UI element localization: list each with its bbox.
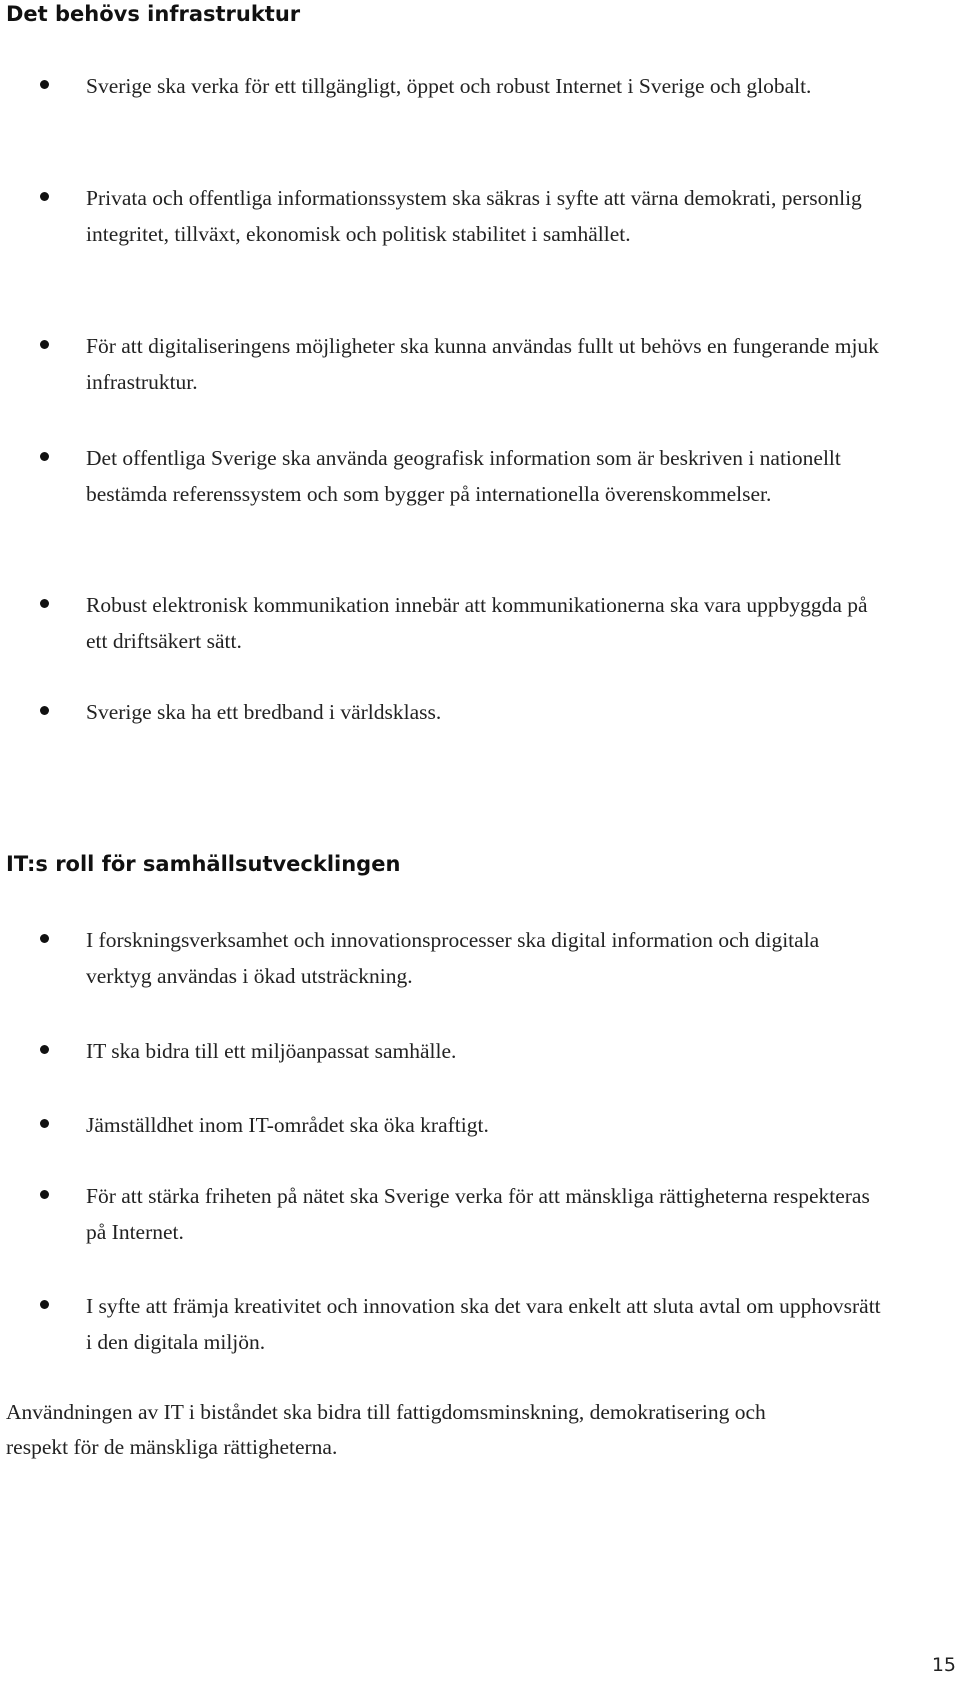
list-item-text: Sverige ska ha ett bredband i världsklass. [86,700,442,724]
bullet-icon [40,80,49,89]
bullet-icon [40,1300,49,1309]
list-item-text: Robust elektronisk kommunikation innebär att kommunikationerna ska vara uppbyggda på ett driftsäkert sätt. [86,593,868,653]
bullet-icon [40,340,49,349]
list-item-text: För att digitaliseringens möjligheter ska kunna användas fullt ut behövs en fungerande mjuk infrastruktur. [86,334,879,394]
list-item-text: I forskningsverksamhet och innovationsprocesser ska digital information och digitala verktyg användas i ökad utsträckning. [86,928,820,988]
bullet-icon [40,1119,49,1128]
list-item-text: Jämställdhet inom IT-området ska öka kraftigt. [86,1113,489,1137]
list-item-text: Privata och offentliga informationssystem ska säkras i syfte att värna demokrati, personlig integritet, tillväxt, ekonomisk och politisk stabilitet i samhället. [86,186,862,246]
list-item-text: IT ska bidra till ett miljöanpassat samhälle. [86,1039,457,1063]
section-heading-infrastructure: Det behövs infrastruktur [6,2,301,26]
list-item-text: För att stärka friheten på nätet ska Sverige verka för att mänskliga rättigheterna respekteras på Internet. [86,1184,870,1244]
list-item-text: Det offentliga Sverige ska använda geografisk information som är beskriven i nationellt bestämda referenssystem och som bygger på internationella överenskommelser. [86,446,841,506]
bullet-icon [40,1190,49,1199]
bullet-icon [40,192,49,201]
list-item-text: Sverige ska verka för ett tillgängligt, öppet och robust Internet i Sverige och globalt. [86,74,812,98]
bullet-icon [40,1045,49,1054]
bullet-icon [40,706,49,715]
page-number: 15 [931,1654,956,1676]
bullet-icon [40,599,49,608]
bullet-icon [40,452,49,461]
section-heading-it-role: IT:s roll för samhällsutvecklingen [6,852,401,876]
list-item-text: I syfte att främja kreativitet och innovation ska det vara enkelt att sluta avtal om upphovsrätt i den digitala miljön. [86,1294,881,1354]
closing-paragraph: Användningen av IT i biståndet ska bidra till fattigdomsminskning, demokratisering och respekt för de mänskliga rättigheterna. [6,1400,766,1459]
bullet-icon [40,934,49,943]
